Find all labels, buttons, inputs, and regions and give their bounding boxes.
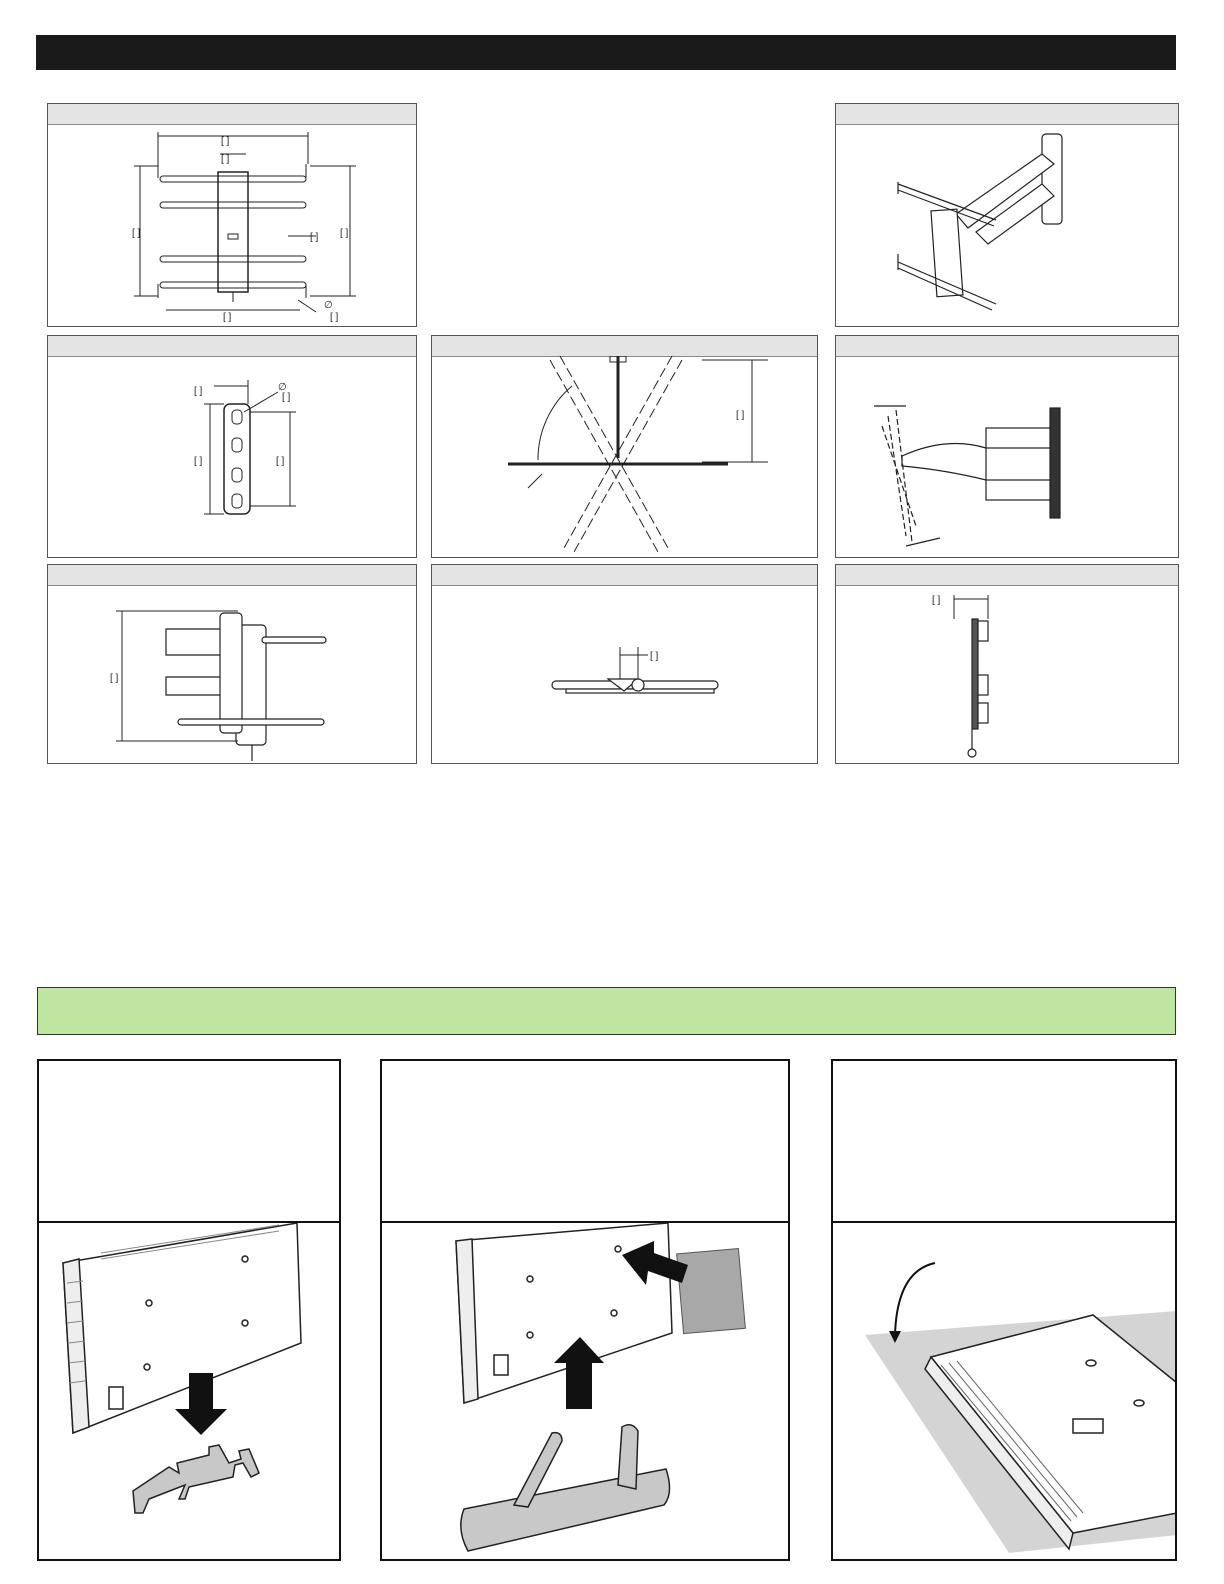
section-banner xyxy=(37,987,1176,1035)
swivel-drawing xyxy=(432,356,817,557)
panel-swivel-top-view xyxy=(431,335,818,558)
diameter-icon: ∅ xyxy=(324,300,333,311)
top-title-bar xyxy=(36,35,1176,70)
dim-offset-label: [ ] xyxy=(310,232,319,243)
panel-collapsed-top-view xyxy=(431,564,818,764)
step-2-panel xyxy=(380,1059,790,1561)
dim-plate-width-label: [ ] xyxy=(194,386,203,397)
dim-extension-label: [ ] xyxy=(736,410,745,421)
profile-side-drawing xyxy=(836,585,1178,763)
dim-plate-height-label: [ ] xyxy=(194,456,203,467)
dim-bottom-label: [ ] xyxy=(223,312,232,323)
dim-extended-height-label: [ ] xyxy=(110,673,119,684)
panel-header xyxy=(836,104,1178,125)
panel-header xyxy=(48,565,416,586)
panel-profile-side-view xyxy=(835,564,1179,764)
panel-extended-front-view xyxy=(47,564,417,764)
dim-depth-label: [ ] xyxy=(650,651,659,662)
dim-plate-hole-label: [ ] xyxy=(282,392,291,403)
adhesive-pad xyxy=(677,1249,746,1334)
collapsed-top-drawing xyxy=(432,585,817,763)
panel-header xyxy=(48,336,416,357)
panel-header xyxy=(432,565,817,586)
panel-header xyxy=(836,565,1178,586)
dim-height-label: [ ] xyxy=(132,228,141,239)
lay-tv-illustration xyxy=(833,1223,1175,1559)
wall-plate-drawing xyxy=(48,356,416,557)
panel-header xyxy=(836,336,1178,357)
dim-hole-label: [ ] xyxy=(330,312,339,323)
extended-front-drawing xyxy=(48,585,416,763)
diameter-icon: ∅ xyxy=(278,382,287,393)
front-view-drawing xyxy=(48,124,416,326)
attach-pad-illustration xyxy=(382,1223,788,1559)
isometric-drawing xyxy=(836,124,1178,326)
panel-wall-plate-view xyxy=(47,335,417,558)
step-3-panel xyxy=(831,1059,1177,1561)
panel-isometric-view xyxy=(835,103,1179,327)
step-1-panel xyxy=(37,1059,341,1561)
dim-center-label: [ ] xyxy=(221,154,230,165)
dim-total-height-label: [ ] xyxy=(340,228,349,239)
dim-plate-spacing-label: [ ] xyxy=(276,456,285,467)
tilt-drawing xyxy=(836,356,1178,557)
panel-front-view xyxy=(47,103,417,327)
remove-stand-illustration xyxy=(39,1223,339,1559)
dim-width-label: [ ] xyxy=(221,136,230,147)
curved-arrow-icon xyxy=(895,1263,935,1335)
panel-header xyxy=(48,104,416,125)
panel-tilt-side-view xyxy=(835,335,1179,558)
panel-header xyxy=(432,336,817,357)
dim-profile-depth-label: [ ] xyxy=(932,595,941,606)
